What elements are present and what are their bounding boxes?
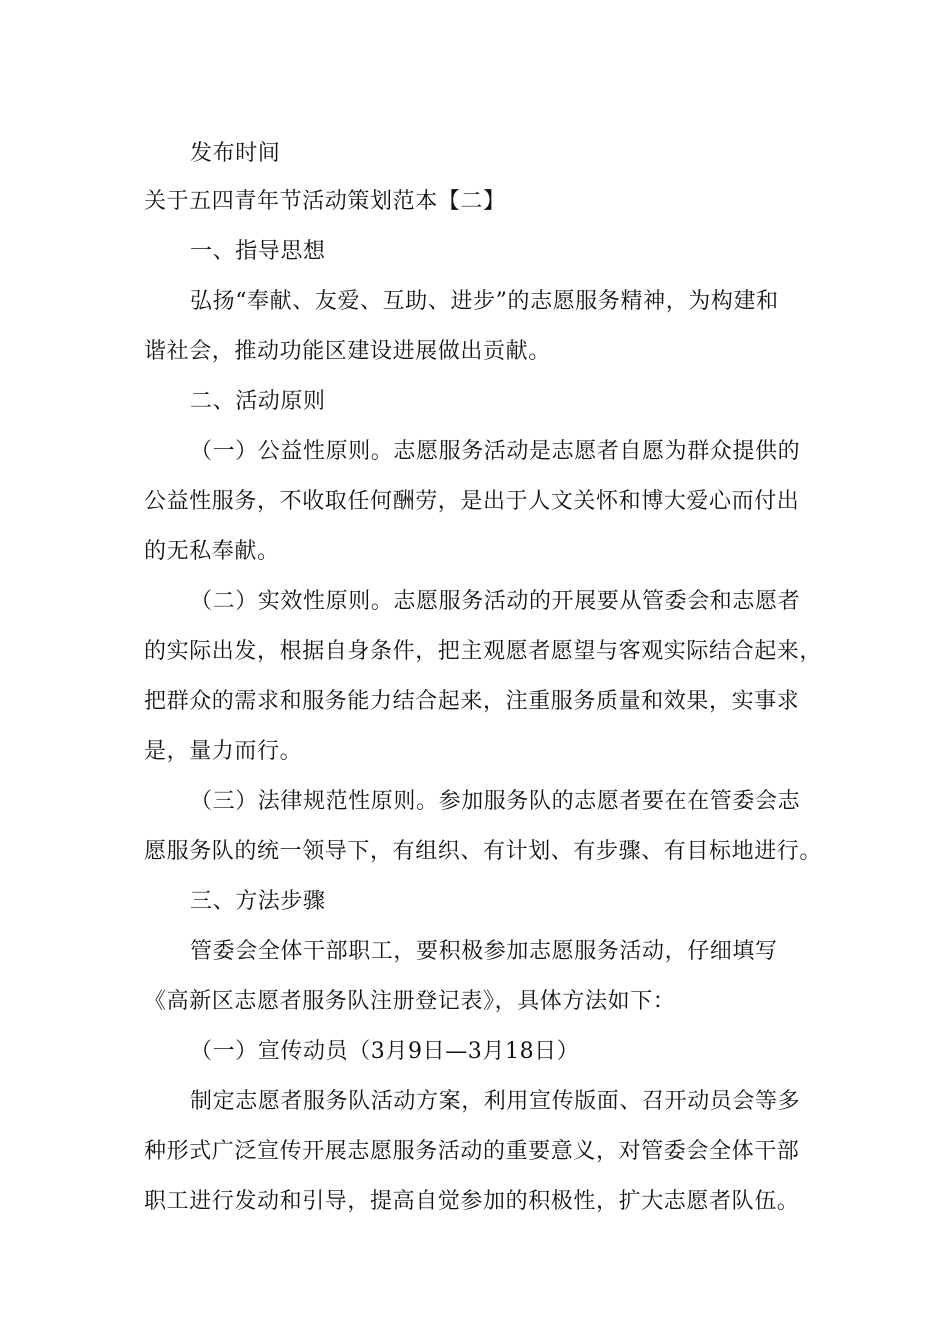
section-heading-methods: 三、方法步骤 — [190, 889, 326, 914]
paragraph-line: （三）法律规范性原则。参加服务队的志愿者要在在管委会志 — [190, 789, 801, 814]
paragraph-line: 公益性服务，不收取任何酬劳，是出于人文关怀和博大爱心而付出 — [144, 489, 800, 514]
paragraph-line: 种形式广泛宣传开展志愿服务活动的重要意义，对管委会全体干部 — [144, 1139, 800, 1164]
paragraph-line: 的实际出发，根据自身条件，把主观愿者愿望与客观实际结合起来， — [144, 639, 823, 664]
paragraph-line: （二）实效性原则。志愿服务活动的开展要从管委会和志愿者 — [190, 589, 801, 614]
paragraph-line: 制定志愿者服务队活动方案，利用宣传版面、召开动员会等多 — [190, 1089, 801, 1114]
document-title: 关于五四青年节活动策划范本【二】 — [144, 189, 506, 214]
paragraph-line: 是，量力而行。 — [144, 739, 303, 764]
paragraph-line: （一）公益性原则。志愿服务活动是志愿者自愿为群众提供的 — [190, 439, 801, 464]
section-heading-guiding-thought: 一、指导思想 — [190, 239, 326, 264]
paragraph-line: 弘扬“奉献、友爱、互助、进步”的志愿服务精神，为构建和 — [190, 289, 779, 314]
paragraph-line: 谐社会，推动功能区建设进展做出贡献。 — [144, 339, 551, 364]
paragraph-line: 《高新区志愿者服务队注册登记表》，具体方法如下： — [144, 989, 676, 1014]
paragraph-line: 的无私奉献。 — [144, 539, 280, 564]
paragraph-line: 把群众的需求和服务能力结合起来，注重服务质量和效果，实事求 — [144, 689, 800, 714]
paragraph-line: 愿服务队的统一领导下，有组织、有计划、有步骤、有目标地进行。 — [144, 839, 823, 864]
subsection-heading-publicity: （一）宣传动员（3月9日—3月18日） — [190, 1039, 580, 1064]
publish-time-label: 发布时间 — [190, 141, 281, 166]
paragraph-line: 职工进行发动和引导，提高自觉参加的积极性，扩大志愿者队伍。 — [144, 1189, 800, 1214]
paragraph-line: 管委会全体干部职工，要积极参加志愿服务活动，仔细填写 — [190, 939, 778, 964]
section-heading-principles: 二、活动原则 — [190, 389, 326, 414]
